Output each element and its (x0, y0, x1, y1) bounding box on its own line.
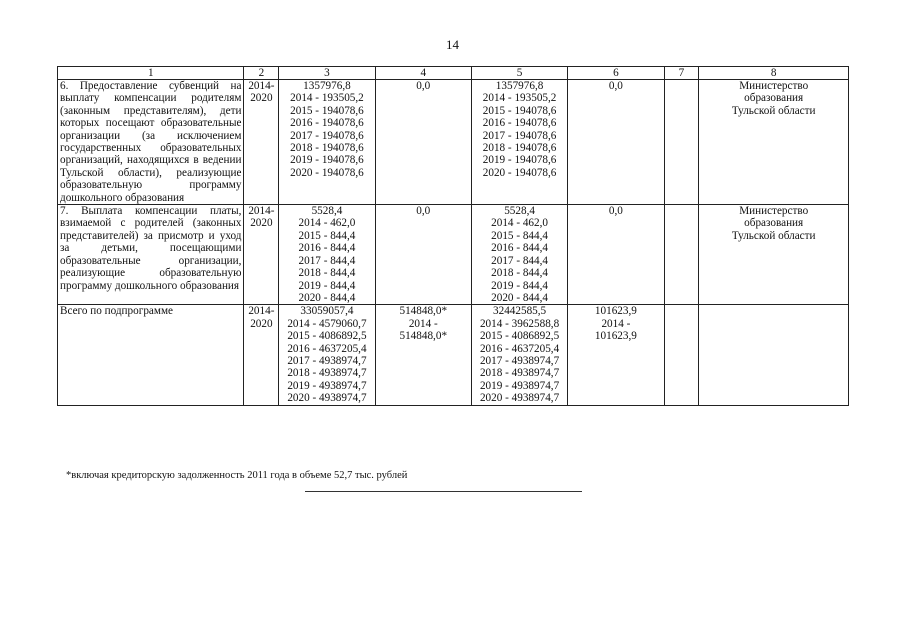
column-header: 8 (699, 67, 849, 80)
cell-line: 2019 - 194078,6 (482, 154, 557, 167)
cell-line: 0,0 (416, 80, 431, 92)
cell-col6 (568, 80, 664, 205)
cell-line: 2016 - 4637205,4 (287, 342, 367, 355)
cell-line: 101623,9 (594, 330, 637, 343)
table-row (58, 80, 849, 205)
cell-line: 2019 - 194078,6 (290, 154, 364, 167)
cell-line: 2019 - 4938974,7 (287, 379, 367, 392)
period-end: 2020 (250, 92, 273, 105)
cell-line: 2020 - 4938974,7 (287, 392, 367, 405)
period-end: 2020 (250, 217, 273, 230)
cell-line: 2017 - 844,4 (298, 254, 356, 267)
cell-col7 (664, 80, 699, 205)
column-number-row (58, 67, 849, 80)
cell-line: 2018 - 844,4 (298, 267, 356, 280)
cell-line: 2020 - 194078,6 (482, 166, 557, 179)
cell-line: 2015 - 194078,6 (290, 104, 364, 117)
cell-col4 (375, 80, 471, 205)
cell-line: образования (744, 92, 804, 105)
cell-line: 2016 - 4637205,4 (479, 342, 560, 355)
signature-line (305, 491, 582, 492)
cell-line: Министерство (739, 80, 809, 92)
row-period (244, 205, 279, 305)
row-description: Всего по подпрограмме (58, 305, 244, 405)
subprogram-table (57, 66, 849, 406)
cell-line: 2018 - 4938974,7 (287, 367, 367, 380)
cell-line: 2019 - 844,4 (298, 279, 356, 292)
column-header: 3 (279, 67, 375, 80)
row-description: 6. Предоставление субвенций на выплату компенсации родителям (законным представителям), дети которых посещают образовательные организации (за исключением государственных образовательных организаций, находящихся в ведении Тульской области), реализующие образовательную программу дошкольного образования (58, 80, 244, 205)
cell-col5 (471, 305, 567, 405)
cell-col4 (375, 205, 471, 305)
cell-col8 (699, 205, 849, 305)
cell-line: 2019 - 4938974,7 (479, 379, 560, 392)
table-row (58, 205, 849, 305)
cell-line: 0,0 (416, 205, 431, 218)
cell-col8 (699, 305, 849, 405)
cell-line: 2017 - 844,4 (491, 254, 549, 267)
cell-line: 2015 - 844,4 (491, 229, 549, 242)
cell-col8 (699, 80, 849, 205)
cell-col4 (375, 305, 471, 405)
cell-line: 2014 - 193505,2 (290, 92, 364, 105)
cell-line: 0,0 (608, 205, 623, 218)
cell-line: 2018 - 844,4 (491, 267, 549, 280)
cell-line: 2017 - 4938974,7 (479, 354, 560, 367)
cell-line: 2017 - 4938974,7 (287, 354, 367, 367)
cell-line: 2017 - 194078,6 (290, 129, 364, 142)
column-header: 6 (568, 67, 664, 80)
period-start: 2014- (248, 305, 275, 318)
cell-col6 (568, 305, 664, 405)
cell-line: 1357976,8 (303, 80, 351, 92)
row-period (244, 305, 279, 405)
column-header: 5 (471, 67, 567, 80)
cell-col7 (664, 305, 699, 405)
cell-line: 2020 - 844,4 (298, 291, 356, 304)
cell-line: 2018 - 194078,6 (482, 142, 557, 155)
cell-line: 2014 - 462,0 (298, 217, 356, 230)
cell-line: 2016 - 194078,6 (290, 117, 364, 130)
cell-line: 2016 - 844,4 (298, 242, 356, 255)
cell-col6 (568, 205, 664, 305)
cell-line: 2020 - 194078,6 (290, 166, 364, 179)
cell-col5 (471, 80, 567, 205)
period-end: 2020 (250, 317, 273, 330)
cell-line: 5528,4 (504, 205, 535, 218)
cell-line: 2014 - (408, 317, 438, 330)
cell-line: 32442585,5 (493, 305, 547, 318)
cell-col7 (664, 205, 699, 305)
cell-line: 514848,0* (399, 305, 448, 318)
cell-line: 2014 - 462,0 (491, 217, 549, 230)
cell-line: 101623,9 (594, 305, 637, 318)
column-header: 1 (58, 67, 244, 80)
cell-line: 2016 - 194078,6 (482, 117, 557, 130)
column-header: 4 (375, 67, 471, 80)
cell-line: 2015 - 194078,6 (482, 104, 557, 117)
cell-line: 5528,4 (311, 205, 343, 218)
cell-line: 2020 - 844,4 (491, 291, 549, 304)
page-number: 14 (446, 37, 459, 52)
cell-line: 2015 - 4086892,5 (287, 330, 367, 343)
cell-line: 2017 - 194078,6 (482, 129, 557, 142)
column-header: 2 (244, 67, 279, 80)
row-description: 7. Выплата компенсации платы, взимаемой с родителей (законных представителей) за присмотр и уход за детьми, посещающими образовательные организации, реализующие образовательную программу дошкольного образования (58, 205, 244, 305)
cell-line: Тульской области (731, 104, 816, 117)
cell-line: 2015 - 844,4 (298, 229, 356, 242)
cell-line: 2019 - 844,4 (491, 279, 549, 292)
cell-line: 0,0 (608, 80, 623, 92)
cell-line: 2014 - (601, 317, 631, 330)
cell-col5 (471, 205, 567, 305)
cell-line: образования (744, 217, 804, 230)
table-row (58, 305, 849, 405)
cell-line: Тульской области (731, 229, 816, 242)
cell-line: Министерство (739, 205, 809, 218)
cell-line: 2018 - 194078,6 (290, 142, 364, 155)
cell-line: 2014 - 4579060,7 (287, 317, 367, 330)
row-period (244, 80, 279, 205)
column-header: 7 (664, 67, 699, 80)
cell-line: 2014 - 193505,2 (482, 92, 557, 105)
cell-line: 33059057,4 (300, 305, 354, 318)
cell-col3 (279, 80, 375, 205)
period-start: 2014- (248, 205, 275, 218)
cell-line: 514848,0* (399, 330, 448, 343)
cell-line: 2018 - 4938974,7 (479, 367, 560, 380)
cell-line: 2015 - 4086892,5 (479, 330, 560, 343)
cell-col3 (279, 305, 375, 405)
cell-line: 2016 - 844,4 (491, 242, 549, 255)
cell-line: 2020 - 4938974,7 (479, 392, 560, 405)
cell-col3 (279, 205, 375, 305)
cell-line: 1357976,8 (495, 80, 544, 92)
footnote: *включая кредиторскую задолженность 2011 года в объеме 52,7 тыс. рублей (66, 470, 408, 481)
period-start: 2014- (248, 80, 275, 92)
cell-line: 2014 - 3962588,8 (479, 317, 560, 330)
